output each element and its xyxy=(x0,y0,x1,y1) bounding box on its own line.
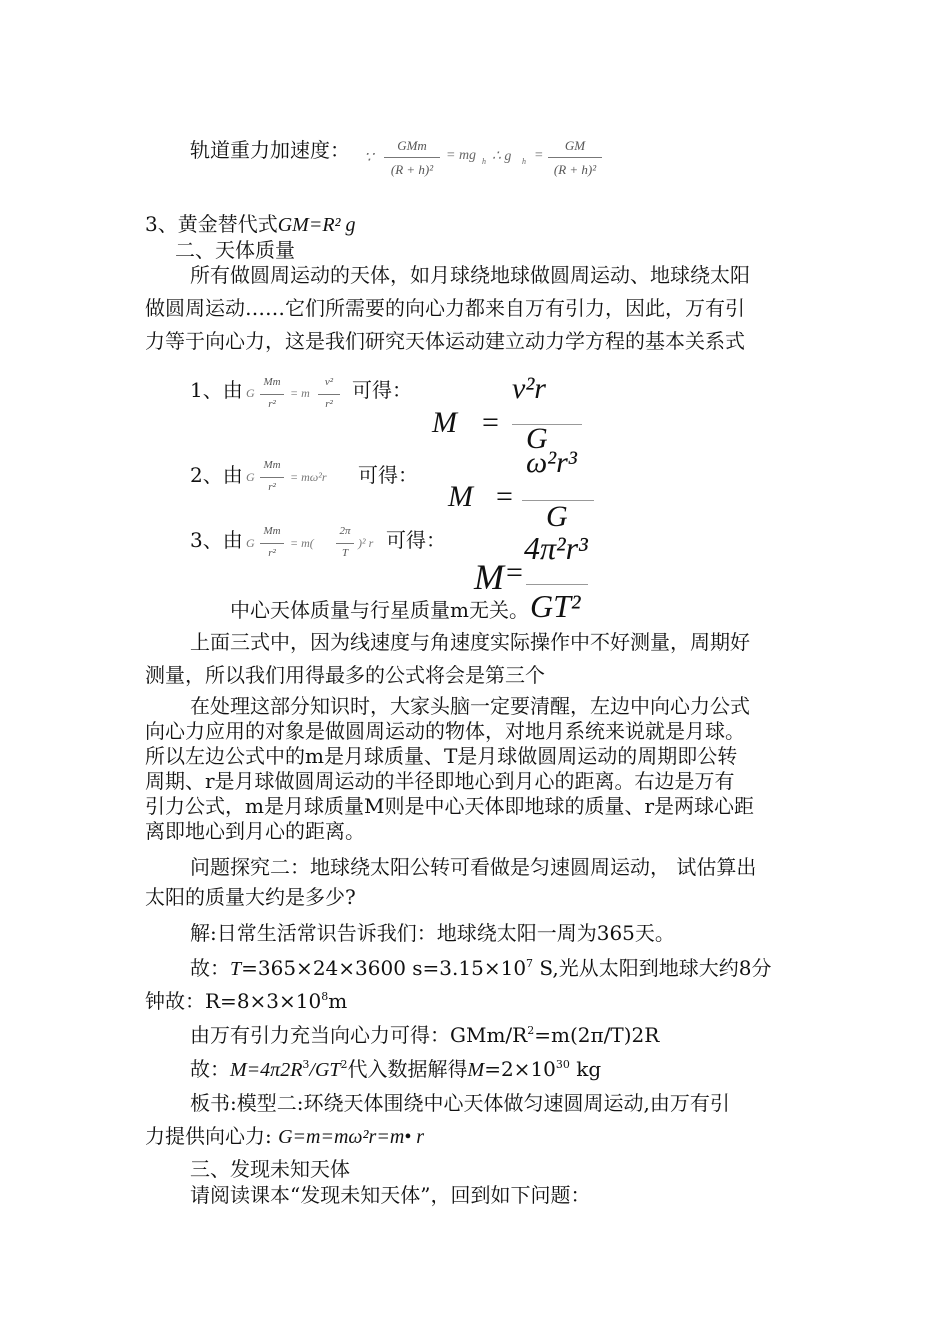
sol2-b: =365×24×3600 s=3.15×10 xyxy=(241,956,527,980)
orbit-rhs-numerator: GM xyxy=(564,138,586,153)
d3-den: r² xyxy=(268,547,276,559)
derivation-3-suffix: 可得： xyxy=(386,528,446,552)
sol5-a: 故： xyxy=(190,1057,230,1081)
board-line-2-label: 力提供向心力: xyxy=(145,1124,279,1148)
sol5-e: =2×10 xyxy=(484,1057,556,1081)
sol3-b: m xyxy=(328,989,348,1013)
sol5-exp2: 2 xyxy=(340,1058,348,1071)
board-line-2 xyxy=(145,1121,424,1152)
orbit-equals: = xyxy=(534,148,544,163)
d1-num-2: v² xyxy=(324,376,334,388)
d3-num-2: 2π xyxy=(339,525,351,537)
golden-substitution-label: 3、黄金替代式 xyxy=(145,212,278,236)
derivation-3-index: 3、由 xyxy=(190,528,243,552)
d1-bar-1 xyxy=(260,394,284,395)
result-2-eq: = xyxy=(496,480,513,513)
because-symbol: ∵ xyxy=(364,150,374,166)
d2-g: G xyxy=(246,470,255,484)
result-3-bar xyxy=(526,584,588,585)
d3-num: Mm xyxy=(263,525,281,537)
orbit-lhs-denominator: (R + h)² xyxy=(390,162,434,177)
para-handle-line-5: 引力公式，m是月球质量M则是中心天体即地球的质量、r是两球心距 xyxy=(145,794,755,818)
result-1-numerator: v²r xyxy=(512,372,546,405)
orbit-therefore: ∴ g xyxy=(492,149,512,164)
derivation-2-suffix: 可得： xyxy=(358,463,418,487)
section-heading-discover: 三、发现未知天体 xyxy=(190,1157,350,1181)
d1-den-2: r² xyxy=(325,398,333,410)
d2-den: r² xyxy=(268,481,276,493)
d1-bar-2 xyxy=(318,394,340,395)
sol5-f: kg xyxy=(569,1057,602,1081)
result-3-denominator: GT² xyxy=(530,588,581,624)
orbit-rhs-denominator: (R + h)² xyxy=(553,162,597,177)
derivation-1-index: 1、由 xyxy=(190,378,243,402)
derivation-1-suffix: 可得： xyxy=(352,378,412,402)
d3-tail: )² r xyxy=(358,536,374,550)
question-2-line-2: 太阳的质量大约是多少? xyxy=(145,885,356,909)
sol5-d: 代入数据解得 xyxy=(347,1057,468,1081)
d1-den-1: r² xyxy=(268,398,276,410)
para-handle-line-4: 周期、r是月球做圆周运动的半径即地心到月心的距离。右边是万有 xyxy=(145,769,735,793)
d1-eq: = m xyxy=(290,386,310,400)
board-line-2-formula: G=m=mω²r=m• r xyxy=(278,1126,425,1148)
board-line-1: 板书:模型二:环绕天体围绕中心天体做匀速圆周运动,由万有引 xyxy=(190,1091,730,1115)
section-heading-mass: 二、天体质量 xyxy=(175,238,295,262)
sol4-a: 由万有引力充当向心力可得：GMm/R xyxy=(190,1023,528,1047)
sol2-a: 故： xyxy=(190,956,230,980)
golden-substitution xyxy=(145,210,356,239)
intro-line-1: 所有做圆周运动的天体，如月球绕地球做圆周运动、地球绕太阳 xyxy=(190,263,750,287)
result-3-numerator: 4π²r³ xyxy=(524,530,588,566)
sol5-exp1: 3 xyxy=(302,1058,310,1071)
question-2-line-1: 问题探究二：地球绕太阳公转可看做是匀速圆周运动， 试估算出 xyxy=(190,855,757,879)
sol5-M: M xyxy=(230,1059,247,1081)
sol5-b: =4π2R xyxy=(246,1059,303,1081)
para-three-line-1: 上面三式中，因为线速度与角速度实际操作中不好测量，周期好 xyxy=(190,630,750,654)
para-handle-line-2: 向心力应用的对象是做圆周运动的物体，对地月系统来说就是月球。 xyxy=(145,719,745,743)
orbit-gravity-label: 轨道重力加速度： xyxy=(190,138,350,162)
read-prompt: 请阅读课本“发现未知天体”，回到如下问题： xyxy=(190,1183,591,1207)
orbit-subscript-h-2: h xyxy=(522,157,526,166)
derivation-2-index: 2、由 xyxy=(190,463,243,487)
d2-num: Mm xyxy=(263,459,281,471)
derivation-1-formula: G xyxy=(246,386,255,400)
solution-line-4 xyxy=(190,1020,659,1050)
sol2-T: T xyxy=(230,958,242,980)
result-3-lhs: M xyxy=(474,557,504,597)
d3-g: G xyxy=(246,536,255,550)
result-1-denominator: G xyxy=(526,422,548,455)
result-1-eq: = xyxy=(482,406,499,439)
sol5-M2: M xyxy=(467,1059,485,1081)
para-handle-line-6: 离即地心到月心的距离。 xyxy=(145,819,365,843)
sol4-b: =m(2π/T)2R xyxy=(534,1023,660,1047)
result-1-lhs: M xyxy=(432,406,457,439)
note-mass-independent: 中心天体质量与行星质量m无关。 xyxy=(230,598,529,622)
d2-rhs: = mω²r xyxy=(290,470,327,484)
intro-line-3: 力等于向心力，这是我们研究天体运动建立动力学方程的基本关系式 xyxy=(145,329,745,353)
result-2-numerator: ω²r³ xyxy=(526,446,577,479)
result-2-lhs: M xyxy=(448,480,473,513)
para-three-line-2: 测量，所以我们用得最多的公式将会是第三个 xyxy=(145,663,545,687)
result-2-denominator: G xyxy=(546,500,568,533)
d3-bar-2 xyxy=(336,543,354,544)
para-handle-line-1: 在处理这部分知识时，大家头脑一定要清醒，左边中向心力公式 xyxy=(190,694,750,718)
sol2-exp: 7 xyxy=(526,957,534,970)
d3-m: = m( xyxy=(290,536,314,550)
sol2-c: S,光从太阳到地球大约8分 xyxy=(533,956,772,980)
solution-line-2 xyxy=(190,953,771,984)
sol4-exp: 2 xyxy=(527,1024,535,1037)
d2-bar xyxy=(260,477,284,478)
sol3-a: 钟故：R=8×3×10 xyxy=(145,989,322,1013)
sol3-exp: 8 xyxy=(321,990,329,1003)
orbit-lhs-fraction-bar xyxy=(384,157,440,158)
orbit-rhs-fraction-bar xyxy=(548,157,602,158)
sol5-exp3: 30 xyxy=(555,1058,570,1071)
solution-line-3 xyxy=(145,986,347,1016)
sol5-c: /GT xyxy=(309,1059,341,1081)
orbit-lhs-numerator: GMm xyxy=(397,138,427,153)
para-handle-line-3: 所以左边公式中的m是月球质量、T是月球做圆周运动的周期即公转 xyxy=(145,744,738,768)
d3-bar xyxy=(260,543,284,544)
intro-line-2: 做圆周运动……它们所需要的向心力都来自万有引力，因此，万有引 xyxy=(145,296,745,320)
golden-substitution-formula: GM=R² g xyxy=(277,214,356,236)
orbit-mid-term: = mg xyxy=(446,148,477,163)
solution-line-1: 解:日常生活常识告诉我们：地球绕太阳一周为365天。 xyxy=(190,921,675,945)
d3-den-2: T xyxy=(341,547,349,559)
result-3-eq: = xyxy=(506,556,523,589)
solution-line-5 xyxy=(190,1054,601,1085)
d1-num-1: Mm xyxy=(263,376,281,388)
orbit-subscript-h: h xyxy=(482,157,486,166)
